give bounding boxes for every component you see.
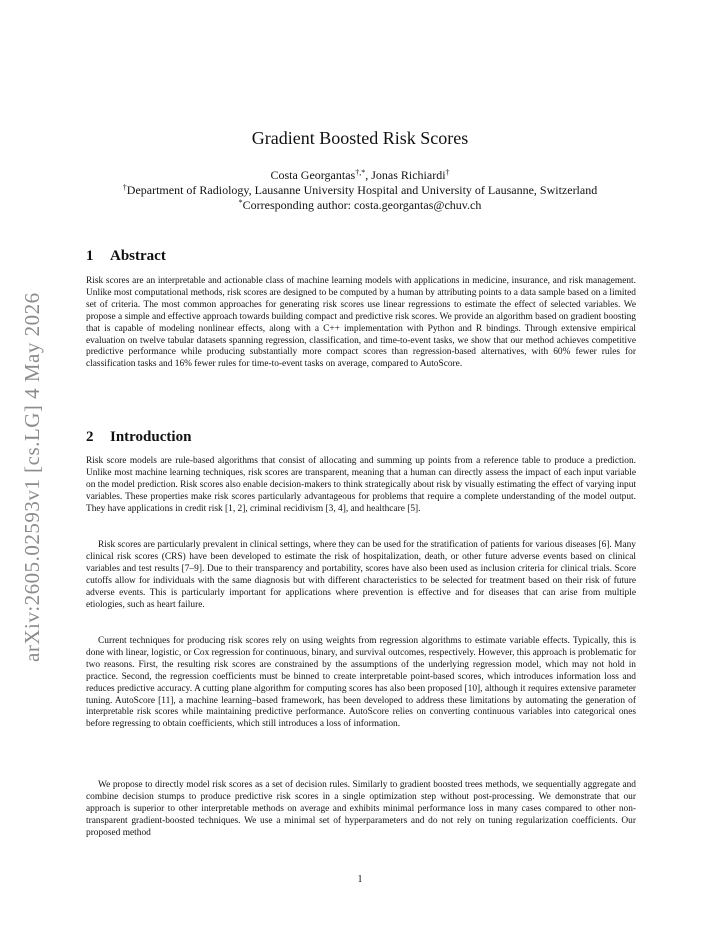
section-number: 1	[86, 248, 94, 264]
author-names	[0, 168, 720, 183]
introduction-paragraph-4: We propose to directly model risk scores as a set of decision rules. Similarly to gradient boosted trees methods, we sequentially aggregate and combine decision stumps to produce predictive risk scores in a single optimization step without post-processing. We demonstrate that our approach is superior to other interpretable methods on average and exhibits minimal performance loss in many cases compared to other non-transparent gradient-boosted techniques. We use a minimal set of hyperparameters and do not rely on tuning regularization coefficients. Our proposed method	[86, 780, 636, 838]
affiliation-mark: †	[122, 183, 127, 192]
introduction-paragraph-3: Current techniques for producing risk scores rely on using weights from regression algorithms to estimate variable effects. Typically, this is done with linear, logistic, or Cox regression for continuous, binary, and survival outcomes, respectively. However, this approach is problematic for two reasons. First, the resulting risk scores are constrained by the assumptions of the underlying regression model, which may not hold in practice. Second, the regression coefficients must be binned to create interpretable point-based scores, which introduces information loss and reduces predictive accuracy. A cutting plane algorithm for computing scores has also been proposed [10], although it requires extensive parameter tuning. AutoScore [11], a machine learning–based framework, has been developed to address these limitations by automating the generation of interpretable risk scores while maintaining predictive performance. AutoScore relies on converting continuous variables into categorical ones before regressing to obtain coefficients, which still introduces a loss of information.	[86, 636, 636, 730]
section-heading-abstract	[86, 248, 166, 265]
arxiv-identifier: arXiv:2605.02593v1 [cs.LG] 4 May 2026	[20, 292, 44, 662]
section-heading-introduction	[86, 429, 191, 446]
introduction-paragraph-2: Risk scores are particularly prevalent in clinical settings, where they can be used for the stratification of patients for various diseases [6]. Many clinical risk scores (CRS) have been developed to estimate the risk of hospitalization, death, or other future adverse events based on clinical variables and test results [7–9]. Due to their transparency and portability, scores have also been used as inclusion criteria for clinical trials. Score cutoffs allow for individuals with the same diagnosis but with different characteristics to be selected for treatment based on their risk of future adverse events. This is particularly important for applications where prevention is effective and for diseases that can arise from multiple etiologies, such as heart failure.	[86, 540, 636, 610]
paper-title: Gradient Boosted Risk Scores	[251, 128, 469, 148]
page-number: 1	[357, 874, 363, 885]
first-author-marks: †,*	[355, 168, 366, 177]
abstract-paragraph: Risk scores are an interpretable and actionable class of machine learning models with applications in medicine, insurance, and risk management. Unlike most computational methods, risk scores are designed to be computed by a human by attributing points to a data sample based on a limited set of criteria. The most common approaches for generating risk scores use linear regressions to estimate the effect of selected variables. We propose a simple and effective approach towards building compact and predictive risk scores. We provide an algorithm based on gradient boosting that is capable of modeling nonlinear effects, along with a C++ implementation with Python and R bindings. Through extensive empirical evaluation on twelve tabular datasets spanning regression, classification, and time-to-event tasks, we show that our method achieves competitive predictive performance while producing substantially more compact scores than regression-based alternatives, with 60% fewer rules for classification tasks and 16% fewer rules for time-to-event tasks on average, compared to AutoScore.	[86, 276, 636, 370]
second-author: Jonas Richiardi	[371, 168, 446, 182]
arxiv-stamp	[8, 262, 48, 662]
section-number: 2	[86, 429, 94, 445]
first-author: Costa Georgantas	[270, 168, 356, 182]
introduction-paragraph-1: Risk score models are rule-based algorithms that consist of allocating and summing up points from a reference table to produce a prediction. Unlike most machine learning techniques, risk scores are transparent, meaning that a human can directly assess the impact of each input variable on the model prediction. Risk scores also enable decision-makers to think strategically about risk by visually estimating the effect of varying input variables. These properties make risk scores particularly advantageous for problems that require a complete understanding of the model output. They have applications in credit risk [1, 2], criminal recidivism [3, 4], and healthcare [5].	[86, 456, 636, 514]
section-title: Introduction	[110, 429, 192, 445]
author-separator: ,	[365, 168, 372, 182]
second-author-mark: †	[445, 168, 450, 177]
corresponding-mark: *	[238, 198, 243, 207]
affiliation	[0, 183, 720, 198]
corresponding-text: Corresponding author: costa.georgantas@chuv.ch	[242, 198, 482, 212]
section-title: Abstract	[110, 248, 166, 264]
author-block	[0, 168, 720, 213]
corresponding-author	[0, 198, 720, 213]
affiliation-text: Department of Radiology, Lausanne University Hospital and University of Lausanne, Switzerland	[126, 183, 598, 197]
